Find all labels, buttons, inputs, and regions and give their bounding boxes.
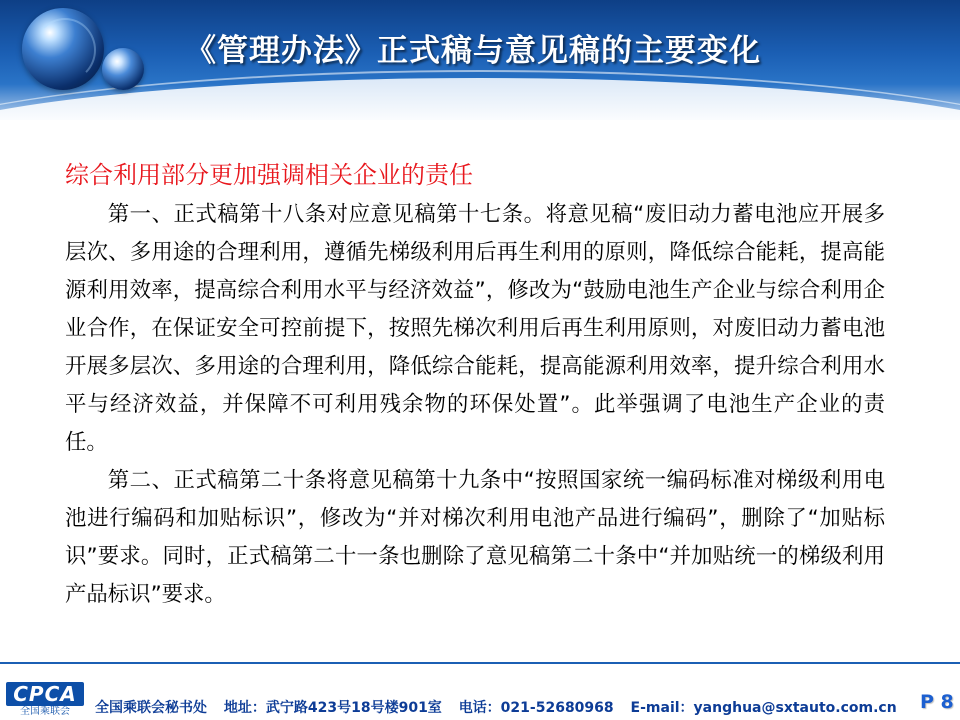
paragraph-second: 第二、正式稿第二十条将意见稿第十九条中“按照国家统一编码标准对梯级利用电池进行编码和加贴标识”，修改为“并对梯次利用电池产品进行编码”，删除了“加贴标识”要求。同时，正式稿第二十一条也删除了意见稿第二十条中“并加贴统一的梯级利用产品标识”要求。 — [65, 468, 885, 607]
logo-mark: CPCA — [6, 682, 84, 706]
footer-phone: 电话：021-52680968 — [458, 700, 614, 716]
globe-large-icon — [22, 8, 104, 90]
footer-contact — [95, 697, 909, 719]
logo-subtext: 全国乘联会 — [20, 706, 70, 717]
slide-header — [0, 0, 960, 120]
cpca-logo — [6, 682, 84, 718]
footer-address: 地址：武宁路423号18号楼901室 — [223, 700, 442, 716]
page-number: P 8 — [920, 691, 954, 713]
slide-title: 《管理办法》正式稿与意见稿的主要变化 — [185, 33, 761, 69]
section-heading: 综合利用部分更加强调相关企业的责任 — [65, 161, 473, 189]
footer-divider — [0, 662, 960, 664]
slide-body — [65, 156, 885, 614]
globe-small-icon — [102, 48, 144, 90]
footer-org: 全国乘联会秘书处 — [95, 700, 207, 716]
paragraph-first: 第一、正式稿第十八条对应意见稿第十七条。将意见稿“废旧动力蓄电池应开展多层次、多用途的合理利用，遵循先梯级利用后再生利用的原则，降低综合能耗，提高能源利用效率，提高综合利用水平与经济效益”，修改为“鼓励电池生产企业与综合利用企业合作，在保证安全可控前提下，按照先梯次利用后再生利用原则，对废旧动力蓄电池开展多层次、多用途的合理利用，降低综合能耗，提高能源利用效率，提升综合利用水平与经济效益，并保障不可利用残余物的环保处置”。此举强调了电池生产企业的责任。 — [65, 202, 885, 455]
footer-email: E-mail：yanghua@sxtauto.com.cn — [630, 700, 897, 716]
header-curve-highlight — [0, 70, 960, 120]
